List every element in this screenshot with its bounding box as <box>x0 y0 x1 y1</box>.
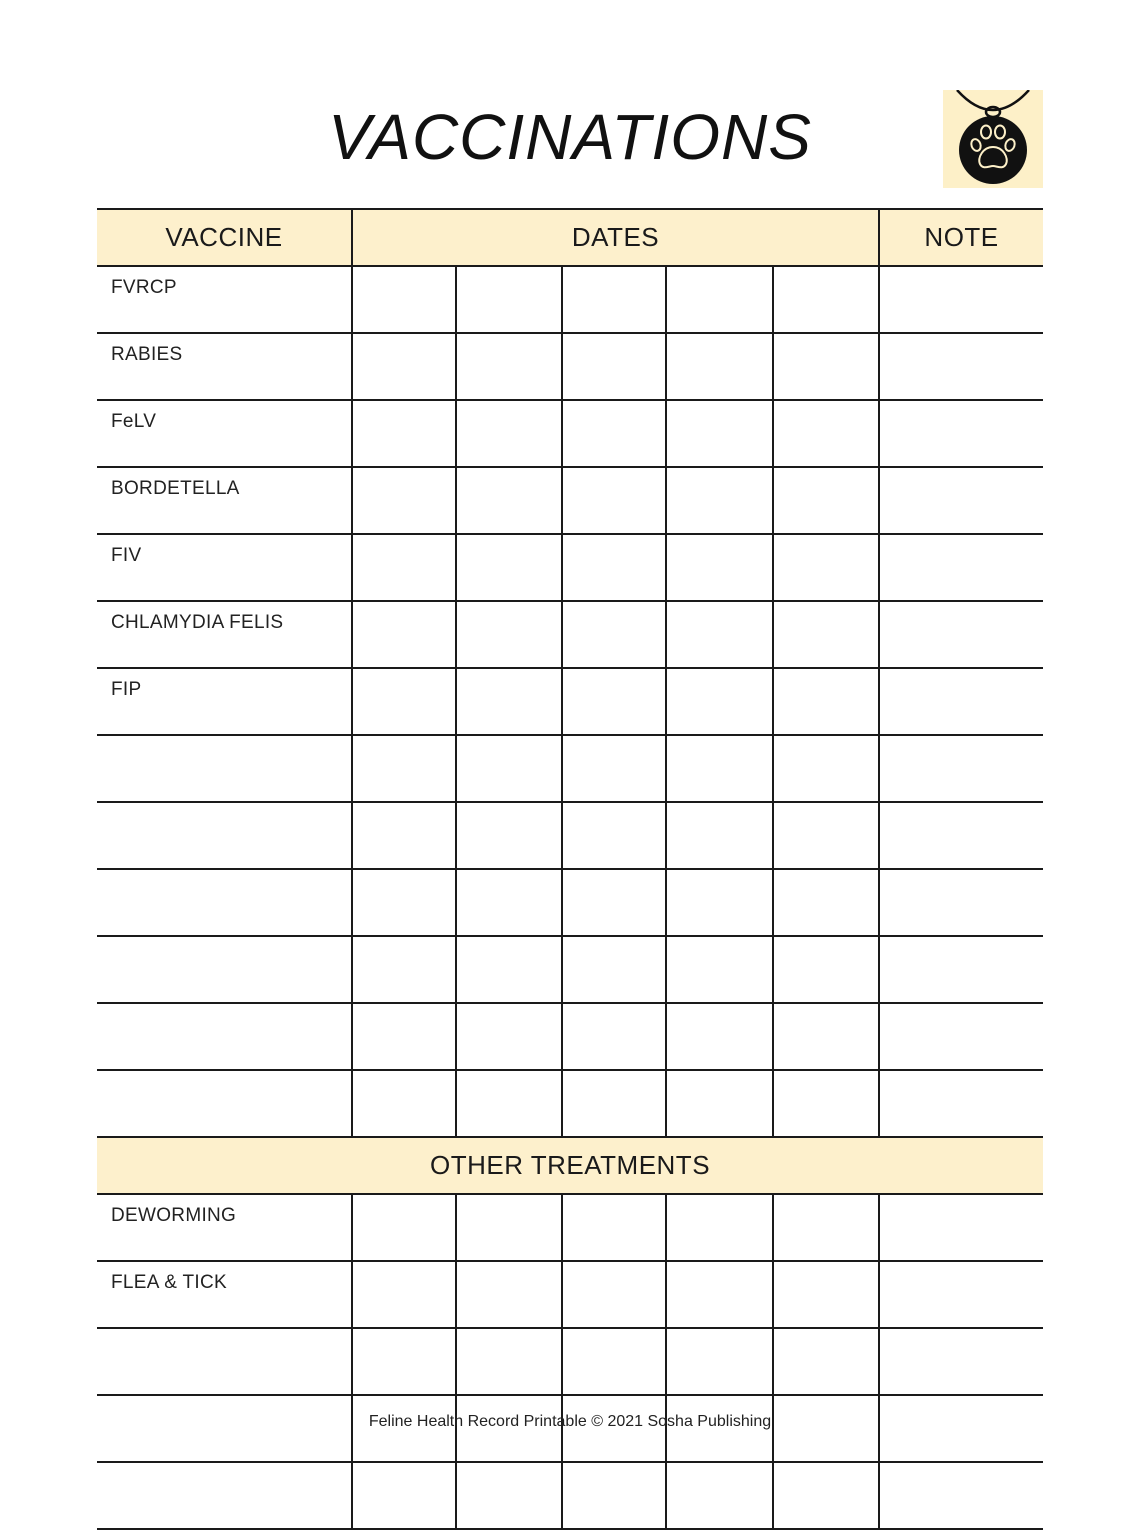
date-cell[interactable] <box>456 1328 562 1395</box>
date-cell[interactable] <box>562 601 666 668</box>
date-cell[interactable] <box>352 400 456 467</box>
note-cell[interactable] <box>879 1070 1043 1137</box>
vaccine-row-label[interactable] <box>97 802 352 869</box>
vaccine-row <box>97 400 1043 467</box>
date-cell[interactable] <box>562 467 666 534</box>
date-cell[interactable] <box>666 467 773 534</box>
date-cell[interactable] <box>456 467 562 534</box>
date-cell[interactable] <box>773 534 879 601</box>
date-cell[interactable] <box>352 266 456 333</box>
vaccine-row-label[interactable]: FeLV <box>97 400 352 467</box>
date-cell[interactable] <box>352 534 456 601</box>
date-cell[interactable] <box>352 936 456 1003</box>
note-cell[interactable] <box>879 467 1043 534</box>
date-cell[interactable] <box>562 1462 666 1529</box>
date-cell[interactable] <box>773 802 879 869</box>
vaccine-row-label[interactable] <box>97 1070 352 1137</box>
vaccine-row <box>97 601 1043 668</box>
date-cell[interactable] <box>773 333 879 400</box>
date-cell[interactable] <box>666 601 773 668</box>
note-cell[interactable] <box>879 266 1043 333</box>
date-cell[interactable] <box>352 1003 456 1070</box>
treatment-row-label[interactable]: FLEA & TICK <box>97 1261 352 1328</box>
note-cell[interactable] <box>879 1194 1043 1261</box>
footer-copyright: Feline Health Record Printable © 2021 Sosha Publishing <box>368 1413 772 1430</box>
date-cell[interactable] <box>666 1328 773 1395</box>
date-cell[interactable] <box>666 735 773 802</box>
note-cell[interactable] <box>879 802 1043 869</box>
date-cell[interactable] <box>773 1070 879 1137</box>
date-cell[interactable] <box>666 534 773 601</box>
date-cell[interactable] <box>666 869 773 936</box>
date-cell[interactable] <box>666 266 773 333</box>
date-cell[interactable] <box>352 601 456 668</box>
vaccine-row-label[interactable]: FIV <box>97 534 352 601</box>
vaccine-row-label[interactable] <box>97 1003 352 1070</box>
note-cell[interactable] <box>879 400 1043 467</box>
date-cell[interactable] <box>562 668 666 735</box>
date-cell[interactable] <box>562 1194 666 1261</box>
date-cell[interactable] <box>562 936 666 1003</box>
vaccine-row <box>97 1070 1043 1137</box>
date-cell[interactable] <box>773 936 879 1003</box>
date-cell[interactable] <box>773 1003 879 1070</box>
note-header: NOTE <box>879 209 1043 266</box>
vaccination-table <box>97 208 1043 1530</box>
vaccine-row <box>97 735 1043 802</box>
date-cell[interactable] <box>562 869 666 936</box>
vaccine-row <box>97 869 1043 936</box>
date-cell[interactable] <box>562 1328 666 1395</box>
date-cell[interactable] <box>352 735 456 802</box>
treatment-row <box>97 1462 1043 1529</box>
vaccine-row-label[interactable]: BORDETELLA <box>97 467 352 534</box>
date-cell[interactable] <box>352 1261 456 1328</box>
date-cell[interactable] <box>773 601 879 668</box>
date-cell[interactable] <box>666 668 773 735</box>
date-cell[interactable] <box>562 802 666 869</box>
vaccine-header: VACCINE <box>97 209 352 266</box>
note-cell[interactable] <box>879 1261 1043 1328</box>
vaccine-row-label[interactable]: CHLAMYDIA FELIS <box>97 601 352 668</box>
date-cell[interactable] <box>562 1070 666 1137</box>
vaccine-row <box>97 802 1043 869</box>
date-cell[interactable] <box>666 400 773 467</box>
date-cell[interactable] <box>456 1194 562 1261</box>
note-cell[interactable] <box>879 1462 1043 1529</box>
date-cell[interactable] <box>456 668 562 735</box>
header-row <box>97 209 1043 266</box>
date-cell[interactable] <box>773 668 879 735</box>
vaccine-row-label[interactable]: RABIES <box>97 333 352 400</box>
date-cell[interactable] <box>456 400 562 467</box>
date-cell[interactable] <box>562 333 666 400</box>
date-cell[interactable] <box>773 1261 879 1328</box>
vaccine-row-label[interactable] <box>97 735 352 802</box>
note-cell[interactable] <box>879 668 1043 735</box>
date-cell[interactable] <box>773 400 879 467</box>
date-cell[interactable] <box>666 1261 773 1328</box>
vaccine-row <box>97 266 1043 333</box>
date-cell[interactable] <box>456 1070 562 1137</box>
dates-header: DATES <box>352 209 879 266</box>
date-cell[interactable] <box>773 735 879 802</box>
date-cell[interactable] <box>352 869 456 936</box>
vaccine-row-label[interactable]: FIP <box>97 668 352 735</box>
date-cell[interactable] <box>352 333 456 400</box>
note-cell[interactable] <box>879 936 1043 1003</box>
date-cell[interactable] <box>562 534 666 601</box>
date-cell[interactable] <box>666 936 773 1003</box>
treatment-row-label[interactable] <box>97 1328 352 1395</box>
treatment-row <box>97 1328 1043 1395</box>
vaccine-row <box>97 936 1043 1003</box>
date-cell[interactable] <box>562 1003 666 1070</box>
date-cell[interactable] <box>352 1070 456 1137</box>
date-cell[interactable] <box>352 1462 456 1529</box>
date-cell[interactable] <box>352 1194 456 1261</box>
note-cell[interactable] <box>879 333 1043 400</box>
vaccine-row <box>97 467 1043 534</box>
date-cell[interactable] <box>456 1261 562 1328</box>
paw-print-tag-icon <box>943 90 1043 188</box>
date-cell[interactable] <box>773 266 879 333</box>
date-cell[interactable] <box>773 869 879 936</box>
date-cell[interactable] <box>456 534 562 601</box>
date-cell[interactable] <box>352 668 456 735</box>
date-cell[interactable] <box>456 1462 562 1529</box>
page-title: VACCINATIONS <box>328 101 812 173</box>
date-cell[interactable] <box>352 1328 456 1395</box>
date-cell[interactable] <box>666 1070 773 1137</box>
date-cell[interactable] <box>456 869 562 936</box>
vaccine-row <box>97 668 1043 735</box>
date-cell[interactable] <box>456 936 562 1003</box>
date-cell[interactable] <box>456 601 562 668</box>
date-cell[interactable] <box>773 467 879 534</box>
date-cell[interactable] <box>562 735 666 802</box>
vaccine-row <box>97 1003 1043 1070</box>
note-cell[interactable] <box>879 601 1043 668</box>
date-cell[interactable] <box>773 1194 879 1261</box>
date-cell[interactable] <box>562 400 666 467</box>
vaccine-row <box>97 534 1043 601</box>
vaccine-row-label[interactable] <box>97 869 352 936</box>
date-cell[interactable] <box>666 333 773 400</box>
paw-tag-logo <box>943 90 1043 188</box>
date-cell[interactable] <box>666 802 773 869</box>
note-cell[interactable] <box>879 1328 1043 1395</box>
date-cell[interactable] <box>666 1003 773 1070</box>
note-cell[interactable] <box>879 534 1043 601</box>
date-cell[interactable] <box>562 266 666 333</box>
date-cell[interactable] <box>456 735 562 802</box>
date-cell[interactable] <box>773 1328 879 1395</box>
treatment-row <box>97 1261 1043 1328</box>
date-cell[interactable] <box>666 1462 773 1529</box>
vaccine-row-label[interactable]: FVRCP <box>97 266 352 333</box>
other-treatments-header: OTHER TREATMENTS <box>97 1137 1043 1194</box>
date-cell[interactable] <box>456 266 562 333</box>
date-cell[interactable] <box>666 1194 773 1261</box>
note-cell[interactable] <box>879 869 1043 936</box>
section-row <box>97 1137 1043 1194</box>
date-cell[interactable] <box>352 467 456 534</box>
vaccine-row <box>97 333 1043 400</box>
vaccine-row-label[interactable] <box>97 936 352 1003</box>
treatment-row <box>97 1194 1043 1261</box>
date-cell[interactable] <box>456 333 562 400</box>
date-cell[interactable] <box>456 802 562 869</box>
treatment-row-label[interactable] <box>97 1462 352 1529</box>
date-cell[interactable] <box>352 802 456 869</box>
date-cell[interactable] <box>773 1462 879 1529</box>
treatment-row-label[interactable]: DEWORMING <box>97 1194 352 1261</box>
date-cell[interactable] <box>562 1261 666 1328</box>
note-cell[interactable] <box>879 735 1043 802</box>
date-cell[interactable] <box>456 1003 562 1070</box>
note-cell[interactable] <box>879 1003 1043 1070</box>
